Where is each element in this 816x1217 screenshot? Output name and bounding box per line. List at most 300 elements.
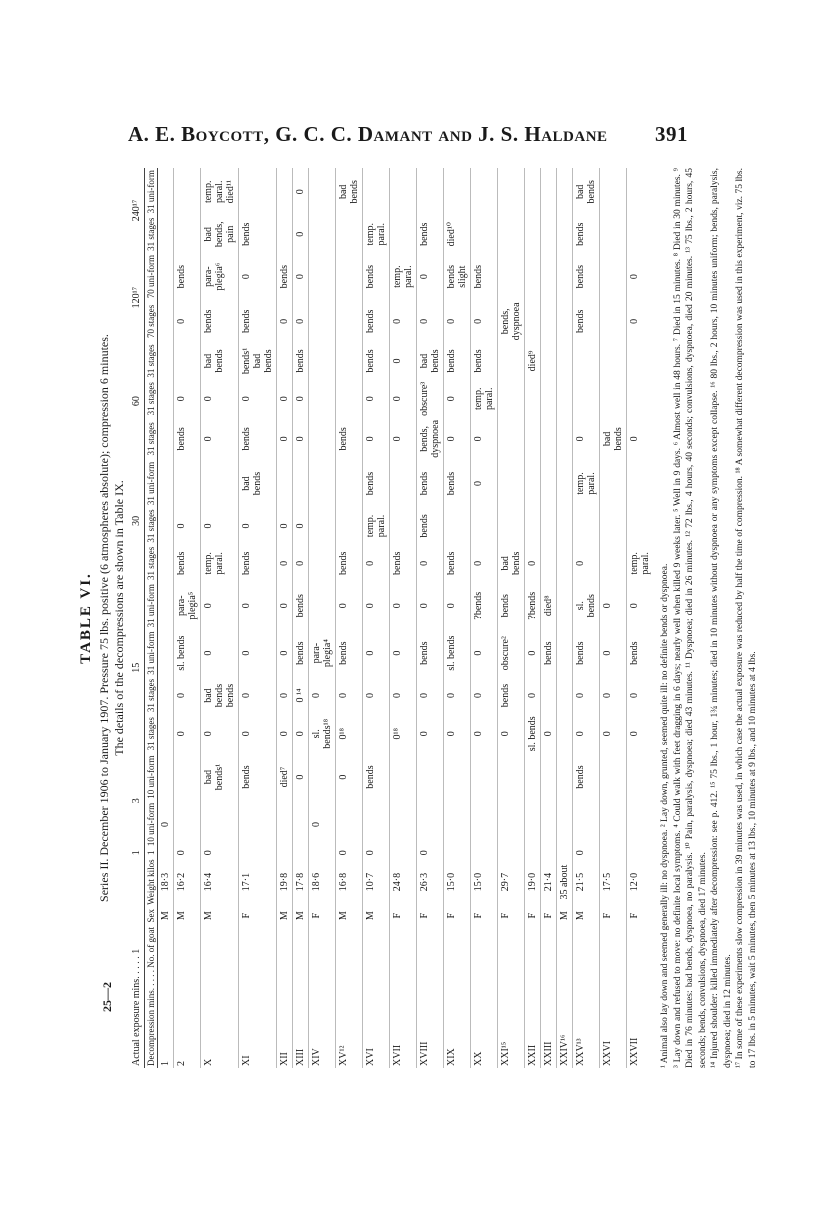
exposure-15: 15	[131, 582, 145, 753]
result-cell: 0	[417, 582, 444, 629]
goat-weight: 29·7	[498, 857, 525, 907]
result-cell: 0	[417, 300, 444, 342]
result-cell: bad bends¹	[201, 753, 239, 800]
result-cell	[573, 342, 600, 379]
decompression-column-header: 70 uni-form	[145, 253, 158, 300]
table-title: TABLE VI.	[78, 572, 94, 664]
result-cell	[541, 216, 557, 253]
goat-sex: F	[600, 907, 627, 925]
goat-weight: 21·5	[573, 857, 600, 907]
decompression-column-header: 31 uni-form	[145, 582, 158, 629]
result-cell: 0	[277, 545, 293, 582]
result-cell	[336, 507, 363, 544]
result-cell	[158, 460, 174, 507]
goat-sex: F	[498, 907, 525, 925]
result-cell: bends	[239, 418, 277, 460]
result-cell: 0	[390, 380, 417, 418]
decompression-column-header: 1	[145, 848, 158, 857]
result-cell: sl. bends	[525, 714, 541, 753]
result-cell	[158, 380, 174, 418]
result-cell: 0	[525, 629, 541, 676]
weight-column-header: Weight kilos	[145, 857, 158, 907]
result-cell	[336, 253, 363, 300]
result-cell	[600, 545, 627, 582]
sex-column-header: Sex	[145, 907, 158, 925]
result-cell	[573, 380, 600, 418]
goat-id: XXIV¹⁶	[557, 925, 573, 1069]
result-cell: 0	[363, 677, 390, 714]
result-cell	[390, 460, 417, 507]
result-cell: 0	[600, 582, 627, 629]
result-cell	[390, 801, 417, 848]
result-cell	[201, 460, 239, 507]
result-cell	[525, 801, 541, 848]
table-row	[498, 168, 525, 1068]
goat-sex: M	[174, 907, 201, 925]
result-cell	[444, 507, 471, 544]
result-cell	[277, 342, 293, 379]
result-cell: 0	[471, 545, 498, 582]
exposure-60: 60	[131, 342, 145, 460]
result-cell	[158, 848, 174, 857]
exposure-30: 30	[131, 460, 145, 582]
result-cell: bends	[573, 629, 600, 676]
result-cell	[363, 714, 390, 753]
goat-weight: 15·0	[471, 857, 498, 907]
result-cell	[471, 753, 498, 800]
result-cell	[498, 216, 525, 253]
result-cell: 0	[417, 848, 444, 857]
table-row	[417, 168, 444, 1068]
footnote: ¹⁴ Injured shoulder: killed immediately after decompression: see p. 412. ¹⁵ 75 lbs., 1 hour, 1¾ minutes; died in 10 minutes without dyspnoea or any symptoms except collapse. ¹⁶ 80 lbs., 2 hours, 10 minutes uniform; bends, paralysis, dyspnoea; died in 12 minutes.	[710, 168, 733, 1068]
result-cell	[541, 460, 557, 507]
result-cell: sl. bends	[174, 629, 201, 676]
goat-weight: 15·0	[444, 857, 471, 907]
footnote: ³ Lay down and refused to move: no definite local symptoms. ⁴ Could walk with feet dragging in 6 days; nearly well when killed 9 weeks later. ⁵ Well in 9 days. ⁶ Almost well in 48 hours. ⁷ Died in 15 minutes. ⁸ Died in 30 minutes. ⁹ Died in 76 minutes: bad bends, dyspnoea, no paralysis. ¹⁰ Pain, paralysis, dyspnoea; died 43 minutes. ¹¹ Dyspnoea; died in 26 minutes. ¹² 72 lbs., 4 hours, 40 seconds; convulsions, dyspnoea, died 20 minutes. ¹³ 75 lbs., 2 hours, 45 seconds; bends, convulsions, dyspnoea, died 17 minutes.	[672, 168, 708, 1068]
result-cell: 0	[201, 418, 239, 460]
result-cell	[444, 168, 471, 216]
series-description: Series II. December 1906 to January 1907. Pressure 75 lbs. positive (6 atmospheres absolute); compression 6 minutes.	[97, 334, 111, 902]
result-cell: died⁷	[277, 753, 293, 800]
result-cell	[600, 801, 627, 848]
result-cell	[498, 507, 525, 544]
result-cell: bends	[174, 545, 201, 582]
result-cell: 0	[363, 848, 390, 857]
result-cell: 0	[309, 801, 336, 848]
result-cell	[309, 418, 336, 460]
table-row	[309, 168, 336, 1068]
result-cell: bends slight	[444, 253, 471, 300]
table-row	[573, 168, 600, 1068]
result-cell: 0	[201, 507, 239, 544]
goat-weight: 16·8	[336, 857, 363, 907]
result-cell	[158, 545, 174, 582]
result-cell: bends	[573, 253, 600, 300]
result-cell	[557, 753, 573, 800]
result-cell: para- plegia⁶	[201, 253, 239, 300]
result-cell: bends	[417, 507, 444, 544]
result-cell	[600, 253, 627, 300]
goat-sex: F	[525, 907, 541, 925]
result-cell: bends	[417, 216, 444, 253]
result-cell	[336, 342, 363, 379]
result-cell	[336, 380, 363, 418]
result-cell: obscure²	[498, 629, 525, 676]
result-cell	[541, 168, 557, 216]
result-cell: 0	[471, 714, 498, 753]
result-cell	[498, 380, 525, 418]
result-cell	[541, 380, 557, 418]
result-cell: bends	[573, 300, 600, 342]
result-cell: bad bends	[336, 168, 363, 216]
table-row	[158, 168, 174, 1068]
result-cell: 0	[239, 380, 277, 418]
result-cell: 0	[390, 342, 417, 379]
result-cell	[336, 801, 363, 848]
result-cell: bends	[471, 342, 498, 379]
result-cell: bends	[363, 753, 390, 800]
result-cell: 0	[309, 677, 336, 714]
goat-weight: 17·1	[239, 857, 277, 907]
goat-sex: M	[336, 907, 363, 925]
goat-id: XVIII	[417, 925, 444, 1069]
result-cell: ?bends	[525, 582, 541, 629]
result-cell	[444, 801, 471, 848]
result-cell: bends	[363, 253, 390, 300]
result-cell	[541, 507, 557, 544]
result-cell: bends	[573, 216, 600, 253]
result-cell: 0	[600, 629, 627, 676]
result-cell	[600, 380, 627, 418]
result-cell	[158, 629, 174, 676]
result-cell	[557, 545, 573, 582]
exposure-120: 120¹⁷	[131, 253, 145, 342]
result-cell	[174, 460, 201, 507]
result-cell: bends	[293, 629, 309, 676]
decompression-column-header: 31 stages	[145, 677, 158, 714]
result-cell: died⁹	[525, 342, 541, 379]
exposure-1: 1	[131, 848, 145, 857]
result-cell	[525, 168, 541, 216]
result-cell	[309, 460, 336, 507]
result-cell	[557, 253, 573, 300]
result-cell	[498, 460, 525, 507]
result-cell	[417, 753, 444, 800]
result-cell	[498, 801, 525, 848]
result-cell: temp. paral.	[573, 460, 600, 507]
goat-sex: M	[557, 907, 573, 925]
result-cell	[600, 848, 627, 857]
goat-weight: 18·3	[158, 857, 174, 907]
result-cell	[557, 714, 573, 753]
goat-id: XIV	[309, 925, 336, 1069]
goat-id: XVI	[363, 925, 390, 1069]
result-cell: bends	[239, 753, 277, 800]
result-cell: 0	[158, 801, 174, 848]
result-cell	[309, 507, 336, 544]
result-cell: 0	[277, 714, 293, 753]
result-cell	[417, 168, 444, 216]
result-cell	[309, 253, 336, 300]
result-cell: 0	[363, 545, 390, 582]
page-number: 391	[655, 122, 688, 146]
result-cell: 0	[277, 380, 293, 418]
result-cell: 0	[277, 677, 293, 714]
result-cell	[525, 216, 541, 253]
exposure-label: Actual exposure mins. . . . . 1	[131, 857, 145, 1068]
result-cell: bends	[471, 253, 498, 300]
result-cell: 0	[573, 677, 600, 714]
table-row	[174, 168, 201, 1068]
result-cell: bends	[239, 545, 277, 582]
result-cell	[158, 418, 174, 460]
goat-id: XVII	[390, 925, 417, 1069]
result-cell	[390, 848, 417, 857]
result-cell	[158, 582, 174, 629]
result-cell	[309, 582, 336, 629]
result-cell: 0	[174, 714, 201, 753]
decompression-column-header: 31 stages	[145, 714, 158, 753]
result-cell	[627, 342, 654, 379]
result-cell	[158, 253, 174, 300]
result-cell: 0	[471, 300, 498, 342]
result-cell: 0	[201, 714, 239, 753]
decompression-column-header: 10 uni-form	[145, 753, 158, 800]
result-cell	[525, 753, 541, 800]
result-cell: 0	[417, 714, 444, 753]
result-cell: bends	[417, 460, 444, 507]
table-row	[277, 168, 293, 1068]
result-cell: 0	[336, 753, 363, 800]
result-cell	[174, 216, 201, 253]
goat-sex: F	[390, 907, 417, 925]
result-cell	[525, 418, 541, 460]
result-cell: 0	[363, 418, 390, 460]
goat-sex: M	[573, 907, 600, 925]
result-cell: 0	[627, 677, 654, 714]
result-cell	[627, 801, 654, 848]
result-cell	[336, 216, 363, 253]
goat-weight: 16·4	[201, 857, 239, 907]
result-cell: sl. bends	[444, 629, 471, 676]
result-cell	[627, 216, 654, 253]
decompression-column-header: 31 uni-form	[145, 168, 158, 216]
result-cell	[525, 380, 541, 418]
result-cell: para- plegia⁵	[174, 582, 201, 629]
result-cell: 0	[336, 848, 363, 857]
result-cell	[309, 753, 336, 800]
result-cell	[309, 168, 336, 216]
result-cell	[557, 801, 573, 848]
result-cell: obscure³	[417, 380, 444, 418]
result-cell	[471, 848, 498, 857]
result-cell	[541, 418, 557, 460]
result-cell	[541, 848, 557, 857]
result-cell	[541, 342, 557, 379]
goat-weight: 17·5	[600, 857, 627, 907]
goat-weight: 12·0	[627, 857, 654, 907]
result-cell: 0	[444, 714, 471, 753]
result-cell	[158, 714, 174, 753]
result-cell	[541, 801, 557, 848]
result-cell	[557, 582, 573, 629]
result-cell	[498, 753, 525, 800]
running-head-authors: A. E. Boycott, G. C. C. Damant and J. S. Haldane	[128, 122, 608, 146]
result-cell: 0	[201, 848, 239, 857]
table-row	[336, 168, 363, 1068]
result-cell: 0	[293, 216, 309, 253]
result-cell: 0	[293, 714, 309, 753]
result-cell: temp. paral.	[390, 253, 417, 300]
result-cell	[336, 300, 363, 342]
result-cell	[498, 168, 525, 216]
result-cell	[627, 753, 654, 800]
result-cell	[541, 545, 557, 582]
result-cell	[390, 216, 417, 253]
result-cell: 0	[201, 380, 239, 418]
result-cell	[600, 342, 627, 379]
goat-sex: M	[158, 907, 174, 925]
result-cell: bends	[336, 418, 363, 460]
result-cell	[627, 507, 654, 544]
result-cell	[557, 460, 573, 507]
result-cell	[471, 168, 498, 216]
result-cell	[277, 216, 293, 253]
goat-id: XXV¹³	[573, 925, 600, 1069]
goat-id: XI	[239, 925, 277, 1069]
result-cell: para- plegia⁴	[309, 629, 336, 676]
result-cell	[201, 801, 239, 848]
table-row	[627, 168, 654, 1068]
goat-id: XXVI	[600, 925, 627, 1069]
result-cell	[627, 848, 654, 857]
result-cell	[557, 848, 573, 857]
result-cell: 0	[174, 507, 201, 544]
result-cell: 0	[525, 677, 541, 714]
result-cell: 0	[201, 629, 239, 676]
result-cell	[174, 753, 201, 800]
result-cell	[471, 507, 498, 544]
result-cell: 0	[390, 300, 417, 342]
result-cell	[471, 216, 498, 253]
result-cell	[541, 753, 557, 800]
goat-weight: 10·7	[363, 857, 390, 907]
result-cell: 0	[239, 253, 277, 300]
result-cell	[239, 801, 277, 848]
result-cell	[158, 507, 174, 544]
goat-sex: F	[309, 907, 336, 925]
result-cell	[498, 418, 525, 460]
result-cell	[471, 801, 498, 848]
decompression-column-header: 31 uni-form	[145, 629, 158, 676]
result-cell: 0	[277, 418, 293, 460]
goat-id: XXVII	[627, 925, 654, 1069]
result-cell: 0	[627, 582, 654, 629]
decompression-column-header: 31 stages	[145, 507, 158, 544]
result-cell: bends	[201, 300, 239, 342]
result-cell: died⁸	[541, 582, 557, 629]
result-cell: 0	[417, 677, 444, 714]
result-cell: 0	[336, 677, 363, 714]
goat-id: XX	[471, 925, 498, 1069]
result-cell	[627, 380, 654, 418]
result-cell	[174, 342, 201, 379]
goat-weight: 21·4	[541, 857, 557, 907]
result-cell	[158, 216, 174, 253]
result-cell: bends	[363, 342, 390, 379]
result-cell	[293, 848, 309, 857]
result-cell: 0	[498, 714, 525, 753]
result-cell	[390, 753, 417, 800]
result-cell: bends	[174, 253, 201, 300]
result-cell	[541, 300, 557, 342]
table-row	[293, 168, 309, 1068]
result-cell: bad bends, pain	[201, 216, 239, 253]
result-cell	[158, 753, 174, 800]
result-cell	[525, 848, 541, 857]
result-cell: 0	[277, 582, 293, 629]
table-row	[444, 168, 471, 1068]
result-cell: 0	[627, 714, 654, 753]
result-cell: bends, dyspnoea	[417, 418, 444, 460]
footnotes	[659, 168, 759, 1068]
result-cell	[557, 677, 573, 714]
results-table	[131, 168, 653, 1068]
goat-weight: 19·8	[277, 857, 293, 907]
result-cell: bends	[444, 342, 471, 379]
result-cell: bends	[627, 629, 654, 676]
result-cell	[309, 545, 336, 582]
result-cell: bad bends	[600, 418, 627, 460]
result-cell	[277, 460, 293, 507]
result-cell: bends	[363, 460, 390, 507]
result-cell: 0	[174, 677, 201, 714]
result-cell	[525, 253, 541, 300]
goat-weight: 18·6	[309, 857, 336, 907]
table-row	[471, 168, 498, 1068]
goat-id: XIII	[293, 925, 309, 1069]
decompression-column-header: 31 stages	[145, 545, 158, 582]
result-cell	[158, 300, 174, 342]
goat-weight: 16·2	[174, 857, 201, 907]
result-cell	[525, 300, 541, 342]
result-cell	[600, 216, 627, 253]
result-cell: 0¹⁸	[390, 714, 417, 753]
result-cell: 0	[293, 168, 309, 216]
result-cell: 0	[444, 300, 471, 342]
result-cell	[444, 848, 471, 857]
result-cell	[277, 848, 293, 857]
result-cell	[444, 753, 471, 800]
result-cell: sl. bends¹⁸	[309, 714, 336, 753]
result-cell: bends	[239, 300, 277, 342]
result-cell: 0	[471, 677, 498, 714]
result-cell: 0	[573, 418, 600, 460]
result-cell: 0	[277, 629, 293, 676]
result-cell	[557, 342, 573, 379]
result-cell: bends	[444, 545, 471, 582]
result-cell	[239, 848, 277, 857]
result-cell	[363, 168, 390, 216]
goat-sex: F	[239, 907, 277, 925]
footnote: ¹⁷ In some of these experiments slow compression in 39 minutes was used, in which case the actual exposure was reduced by half the time of compression. ¹⁸ A somewhat different decompression was used in this experiment, viz. 75 lbs. to 17 lbs. in 5 minutes, wait 5 minutes, then 5 minutes at 13 lbs., 10 minutes at 9 lbs., and 10 minutes at 4 lbs.	[735, 168, 758, 1068]
result-cell	[557, 300, 573, 342]
result-cell: 0	[390, 582, 417, 629]
result-cell: 0	[471, 418, 498, 460]
result-cell: 0	[444, 380, 471, 418]
goat-id: 1	[158, 925, 174, 1069]
result-cell	[525, 460, 541, 507]
